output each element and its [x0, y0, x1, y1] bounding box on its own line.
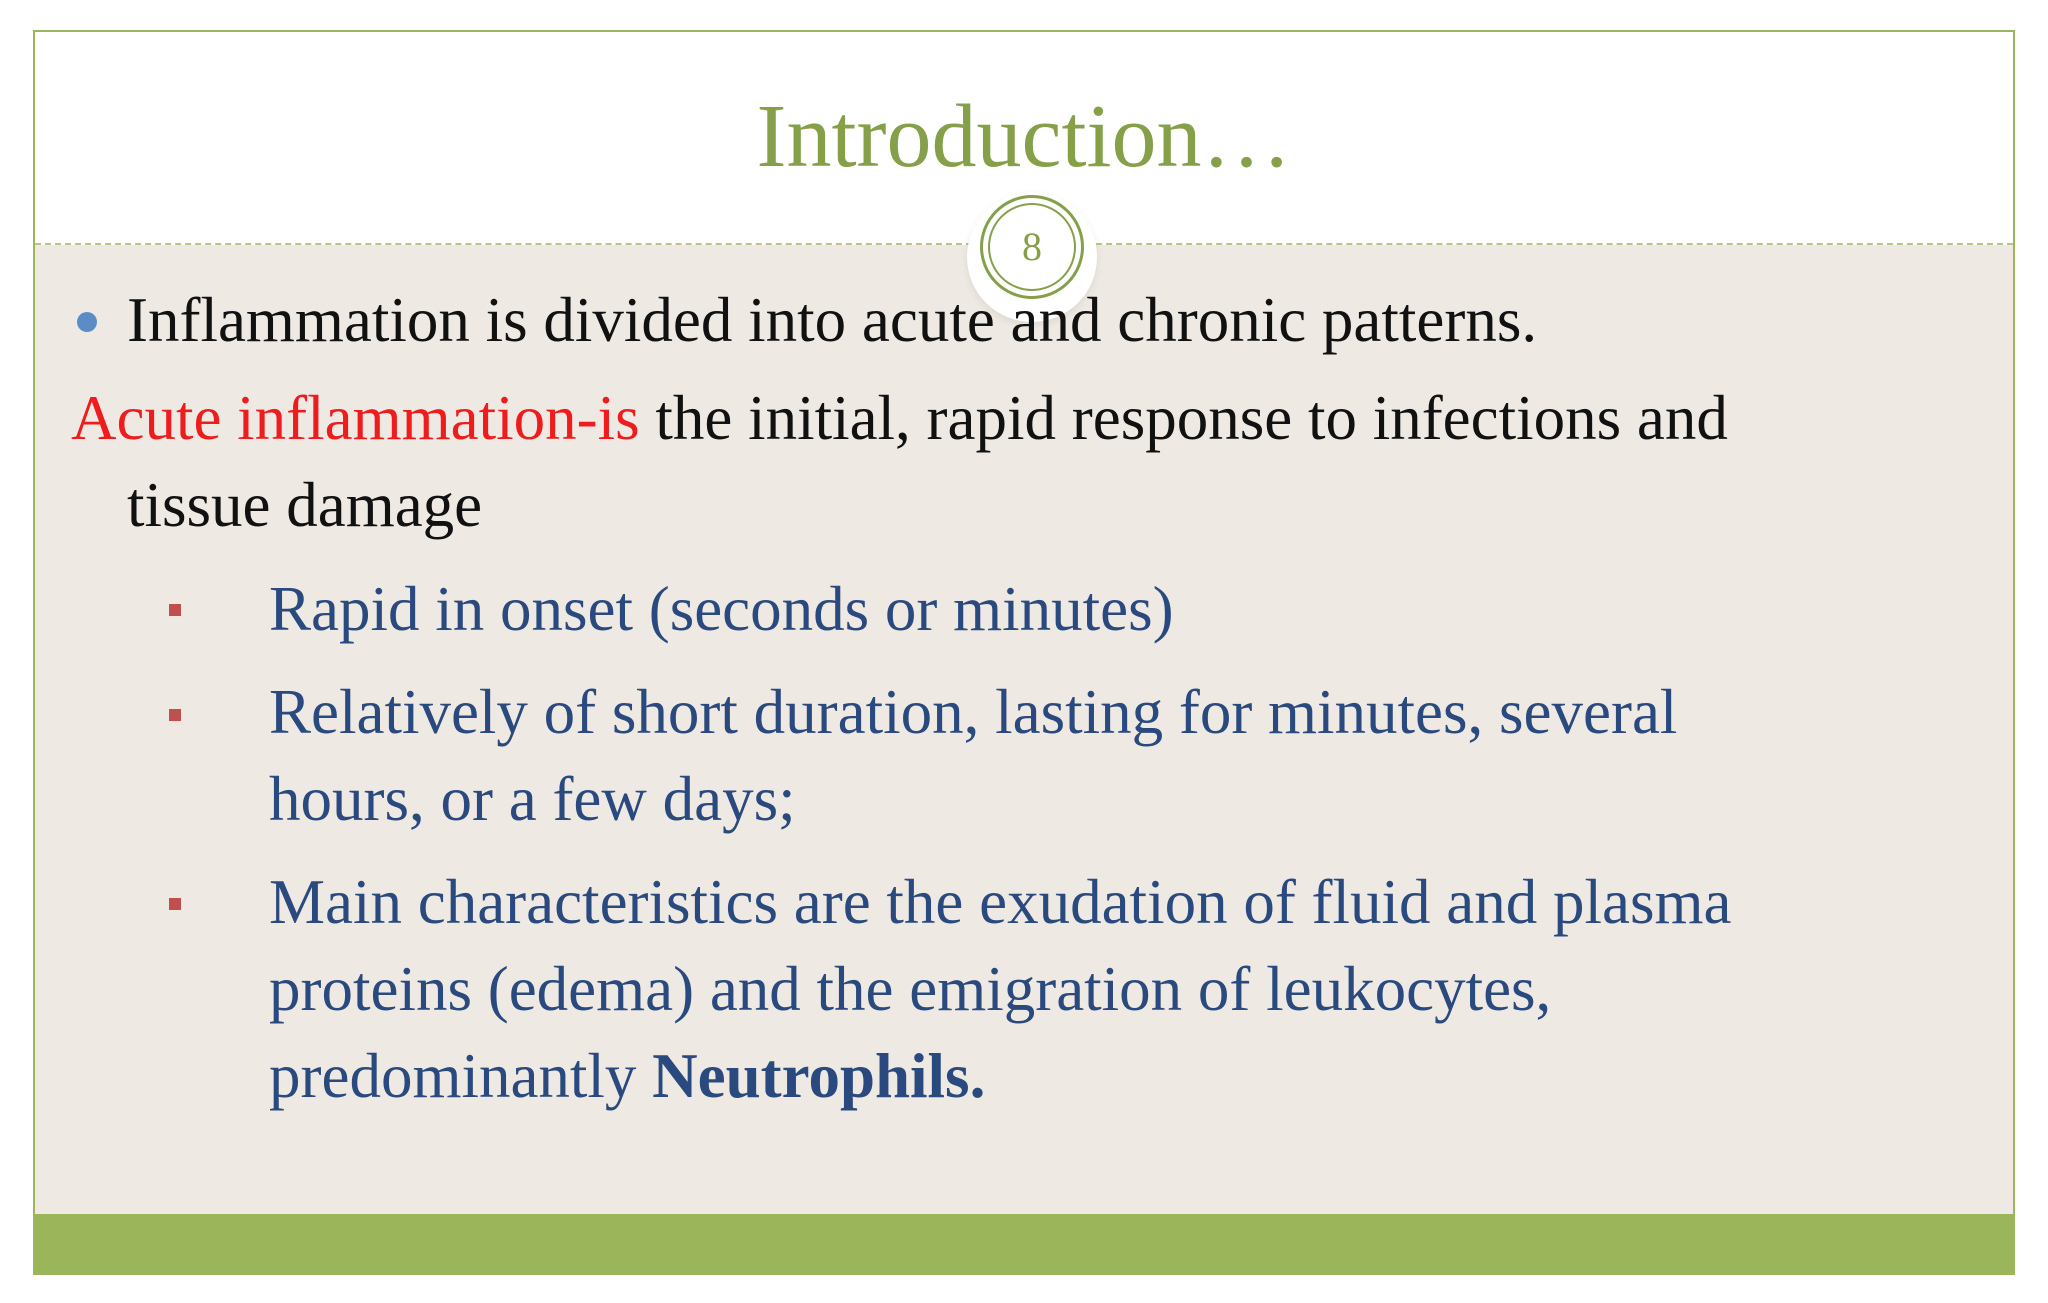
- sub-bullet-1-line-1: Rapid in onset (seconds or minutes): [269, 574, 1174, 644]
- sub-bullet-2-line-2: hours, or a few days;: [269, 764, 796, 834]
- definition-term: Acute inflammation-is: [71, 383, 640, 453]
- square-bullet-icon: [169, 709, 181, 721]
- bullet-text: Inflammation is divided into acute and chronic patterns.: [127, 285, 1538, 355]
- sub-bullet-3-text: predominantly: [269, 1041, 653, 1111]
- sub-bullet-3-line-1: Main characteristics are the exudation of fluid and plasma: [269, 867, 1732, 937]
- sub-bullet-2-line-1: Relatively of short duration, lasting for minutes, several: [269, 677, 1678, 747]
- definition-text: the initial, rapid response to infections and: [639, 383, 1728, 453]
- definition-line-1: [71, 378, 1728, 458]
- neutrophils-emphasis: Neutrophils.: [652, 1041, 986, 1111]
- square-bullet-icon: [169, 604, 181, 616]
- square-bullet-icon: [169, 898, 181, 910]
- footer-bar: [35, 1214, 2013, 1273]
- slide-title: Introduction…: [756, 87, 1292, 186]
- slide: [33, 30, 2015, 1275]
- definition-line-2: tissue damage: [127, 470, 483, 540]
- bullet-dot-icon: [77, 312, 97, 332]
- page-number: 8: [988, 203, 1076, 291]
- sub-bullet-3-line-3: [269, 1036, 985, 1116]
- sub-bullet-3-line-2: proteins (edema) and the emigration of leukocytes,: [269, 954, 1552, 1024]
